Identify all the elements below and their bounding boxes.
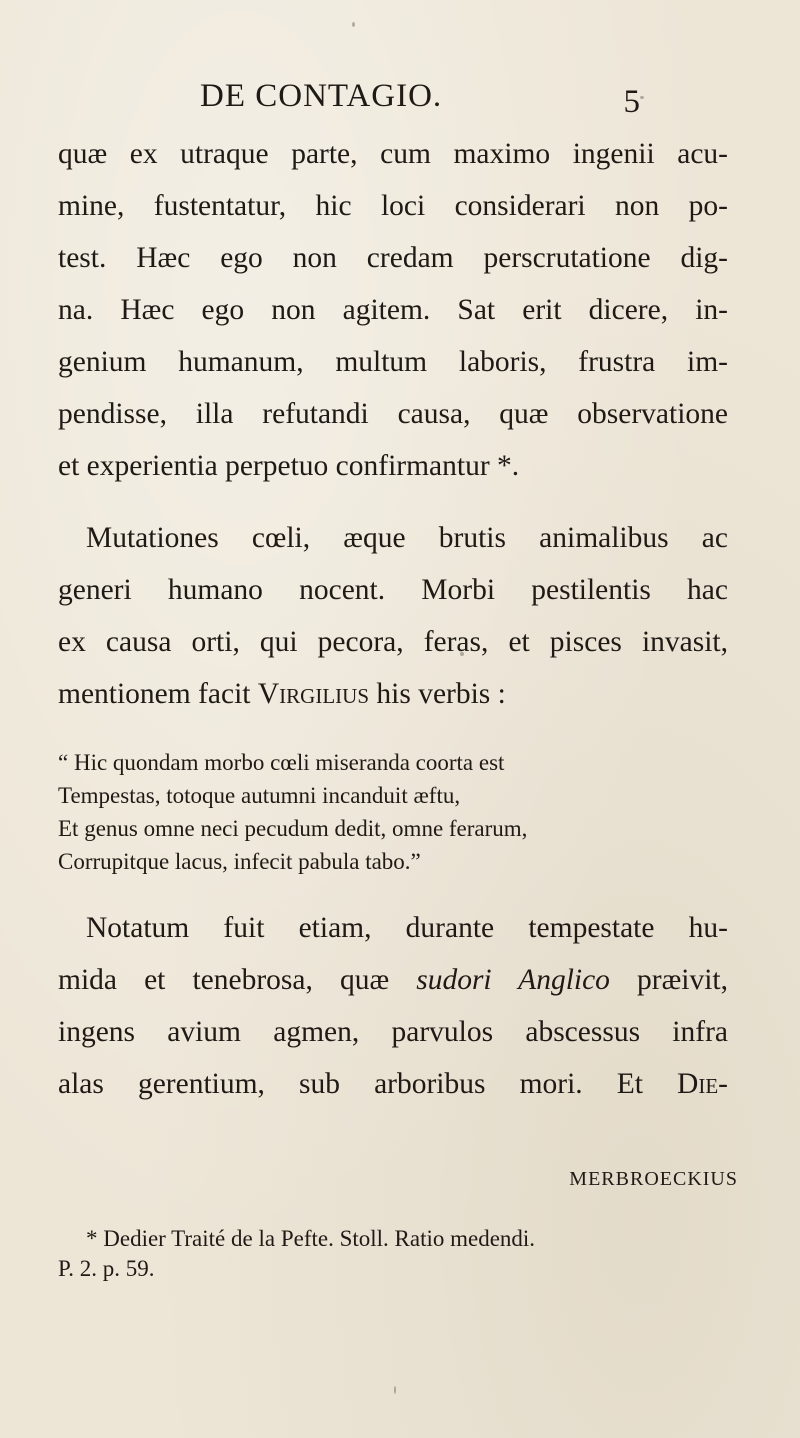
text-line [58,954,728,1006]
footnote-line: P. 2. p. 59. [58,1256,155,1281]
paper-speck [394,1386,396,1394]
verse-quotation [58,746,728,878]
author-name: Virgilius [257,678,370,710]
page-header [200,78,640,122]
paragraph-2 [58,512,728,720]
text-fragment: præivit, [609,964,728,996]
text-line: mine, fustentatur, hic loci considerari non po- [58,190,728,222]
running-head: DE CONTAGIO. [200,78,443,114]
paper-speck [640,96,644,99]
text-line: pendisse, illa refutandi causa, quæ observatione [58,398,728,430]
catchword: MERBROECKIUS [569,1168,738,1190]
text-fragment: alas gerentium, sub arboribus mori. Et [58,1068,678,1100]
text-fragment: his verbis : [369,678,506,710]
paper-speck [460,652,464,656]
text-line: test. Hæc ego non credam perscrutatione dig- [58,242,728,274]
footnote-line: * Dedier Traité de la Pefte. Stoll. Ratio medendi. [86,1226,536,1251]
text-line: quæ ex utraque parte, cum maximo ingenii acu- [58,138,728,170]
text-line: Notatum fuit etiam, durante tempestate hu- [86,912,728,944]
text-line: Mutationes cœli, æque brutis animalibus ac [86,522,728,554]
text-line: na. Hæc ego non agitem. Sat erit dicere, in- [58,294,728,326]
text-line: ex causa orti, qui pecora, feras, et pisces invasit, [58,626,728,658]
body-text [58,128,728,1110]
text-fragment: mida et tenebrosa, quæ [58,964,417,996]
paper-speck [352,22,355,27]
footnote [58,1224,738,1284]
paragraph-3 [58,902,728,1110]
text-line: et experientia perpetuo confirmantur *. [58,450,520,482]
author-name: Die- [677,1068,728,1100]
text-line [58,1058,728,1110]
paragraph-1 [58,128,728,492]
verse-line: “ Hic quondam morbo cœli miseranda coorta est [58,750,505,775]
text-line: ingens avium agmen, parvulos abscessus infra [58,1016,728,1048]
text-fragment: mentionem facit [58,678,258,710]
text-line: genium humanum, multum laboris, frustra im- [58,346,728,378]
verse-line: Et genus omne neci pecudum dedit, omne ferarum, [58,816,528,841]
verse-line: Corrupitque lacus, infecit pabula tabo.” [58,849,421,874]
page-number: 5 [623,84,640,120]
verse-line: Tempestas, totoque autumni incanduit æftu, [58,783,461,808]
text-line: generi humano nocent. Morbi pestilentis hac [58,574,728,606]
text-line [58,668,728,720]
italic-term: sudori Anglico [416,964,610,996]
